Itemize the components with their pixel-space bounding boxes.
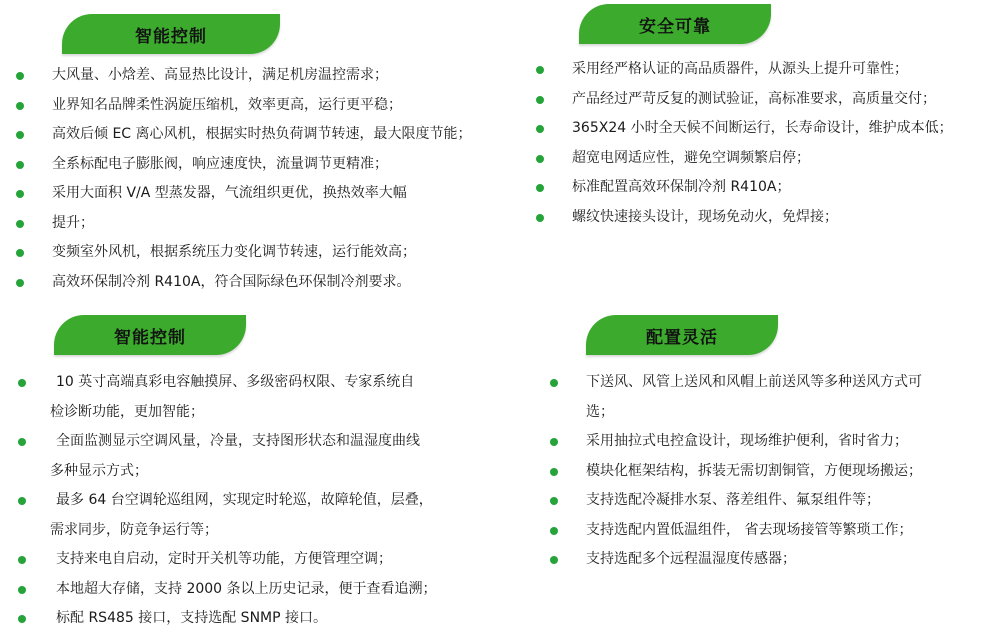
- list-item: 支持选配多个远程温湿度传感器；: [586, 545, 991, 575]
- bullet-icon: [18, 379, 26, 387]
- list-item: 支持选配冷凝排水泵、落差组件、氟泵组件等；: [586, 486, 991, 516]
- list-item: 全面监测显示空调风量，冷量，支持图形状态和温湿度曲线 多种显示方式；: [50, 427, 520, 486]
- list-item: 365X24 小时全天候不间断运行，长寿命设计，维护成本低；: [572, 114, 992, 144]
- list-item: 提升；: [52, 209, 522, 239]
- bullet-icon: [18, 556, 26, 564]
- panel-title: 智能控制: [54, 315, 246, 355]
- bullet-icon: [550, 468, 558, 476]
- list-item: 模块化框架结构，拆装无需切割铜管，方便现场搬运；: [586, 457, 991, 487]
- list-item: 10 英寸高端真彩电容触摸屏、多级密码权限、专家系统自 检诊断功能，更加智能；: [50, 368, 520, 427]
- bullet-icon: [550, 497, 558, 505]
- list-item: 下送风、风管上送风和风帽上前送风等多种送风方式可 选；: [586, 368, 991, 427]
- panel-title: 配置灵活: [586, 315, 778, 355]
- list-item: 最多 64 台空调轮巡组网，实现定时轮巡，故障轮值，层叠， 需求同步，防竞争运行等；: [50, 486, 520, 545]
- bullet-icon: [550, 556, 558, 564]
- bullet-icon: [536, 184, 544, 192]
- list-item: 业界知名品牌柔性涡旋压缩机，效率更高，运行更平稳；: [52, 91, 522, 121]
- feature-list: [572, 55, 992, 232]
- feature-list: [586, 368, 991, 575]
- list-item: 采用经严格认证的高品质器件，从源头上提升可靠性；: [572, 55, 992, 85]
- list-item: 产品经过严苛反复的测试验证，高标准要求，高质量交付；: [572, 85, 992, 115]
- list-item: 螺纹快速接头设计，现场免动火，免焊接；: [572, 203, 992, 233]
- list-item: 变频室外风机，根据系统压力变化调节转速，运行能效高；: [52, 238, 522, 268]
- bullet-icon: [16, 102, 24, 110]
- list-item: 本地超大存储，支持 2000 条以上历史记录，便于查看追溯；: [50, 575, 520, 605]
- bullet-icon: [18, 586, 26, 594]
- bullet-icon: [16, 131, 24, 139]
- bullet-icon: [536, 214, 544, 222]
- list-item: 支持来电自启动，定时开关机等功能，方便管理空调；: [50, 545, 520, 575]
- bullet-icon: [16, 161, 24, 169]
- list-item: 大风量、小焓差、高显热比设计，满足机房温控需求；: [52, 61, 522, 91]
- feature-list: [52, 61, 522, 297]
- list-item: 标准配置高效环保制冷剂 R410A；: [572, 173, 992, 203]
- bullet-icon: [536, 125, 544, 133]
- bullet-icon: [16, 72, 24, 80]
- feature-list: [50, 368, 520, 634]
- bullet-icon: [536, 66, 544, 74]
- bullet-icon: [550, 527, 558, 535]
- list-item: 超宽电网适应性，避免空调频繁启停；: [572, 144, 992, 174]
- list-item: 采用抽拉式电控盒设计，现场维护便利，省时省力；: [586, 427, 991, 457]
- bullet-icon: [18, 438, 26, 446]
- bullet-icon: [18, 497, 26, 505]
- list-item: 采用大面积 V/A 型蒸发器，气流组织更优，换热效率大幅: [52, 179, 522, 209]
- bullet-icon: [16, 220, 24, 228]
- panel-title: 安全可靠: [579, 4, 771, 44]
- bullet-icon: [536, 155, 544, 163]
- bullet-icon: [550, 438, 558, 446]
- list-item: 高效后倾 EC 离心风机，根据实时热负荷调节转速，最大限度节能；: [52, 120, 522, 150]
- panel-title: 智能控制: [62, 14, 280, 54]
- list-item: 标配 RS485 接口，支持选配 SNMP 接口。: [50, 604, 520, 634]
- bullet-icon: [550, 379, 558, 387]
- bullet-icon: [536, 96, 544, 104]
- bullet-icon: [18, 615, 26, 623]
- bullet-icon: [16, 279, 24, 287]
- list-item: 高效环保制冷剂 R410A，符合国际绿色环保制冷剂要求。: [52, 268, 522, 298]
- bullet-icon: [16, 190, 24, 198]
- list-item: 支持选配内置低温组件， 省去现场接管等繁琐工作；: [586, 516, 991, 546]
- bullet-icon: [16, 249, 24, 257]
- list-item: 全系标配电子膨胀阀，响应速度快，流量调节更精准；: [52, 150, 522, 180]
